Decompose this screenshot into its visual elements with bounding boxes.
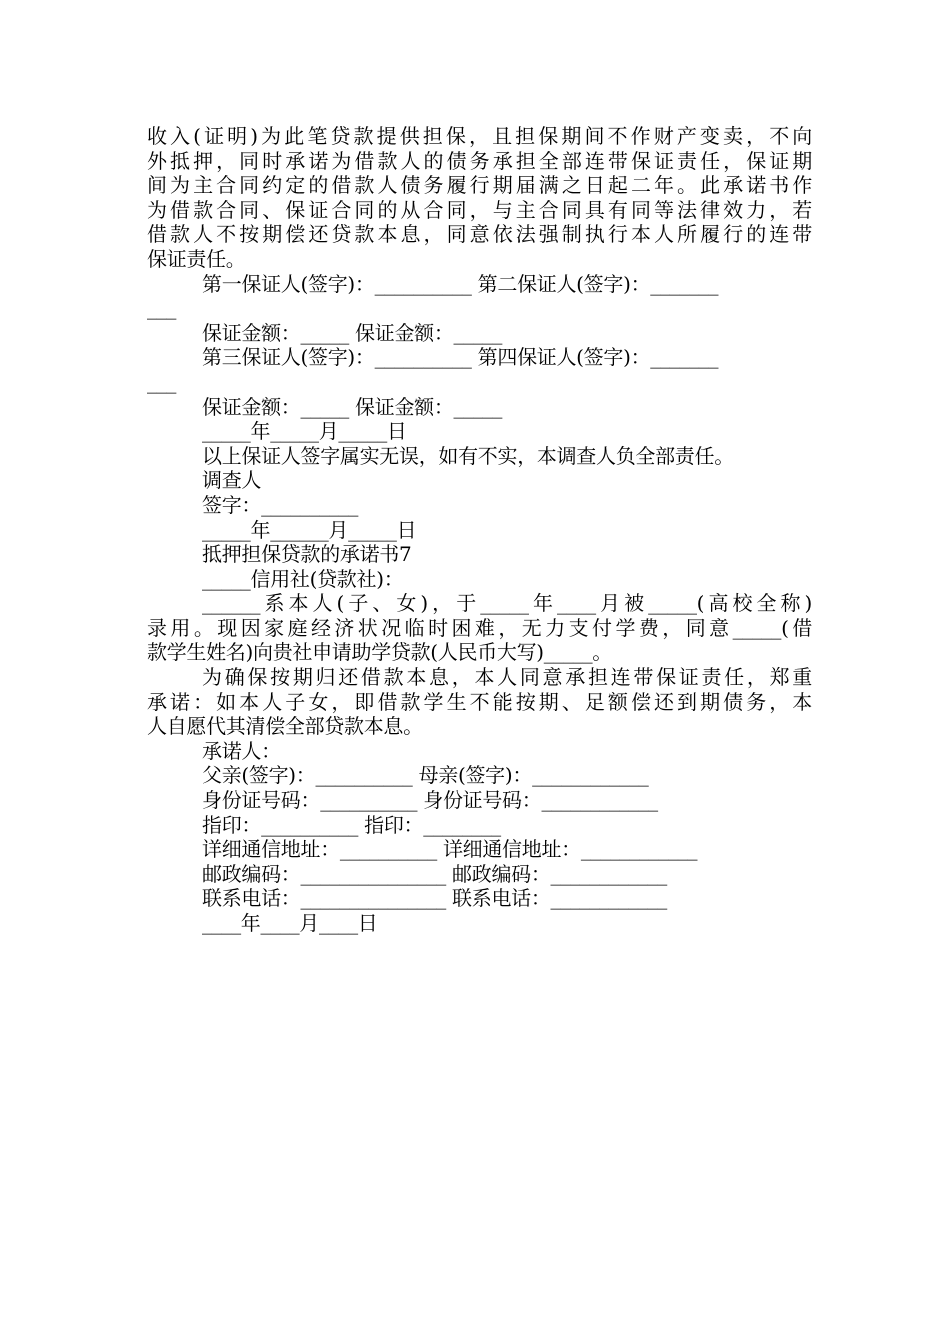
text-line: 为确保按期归还借款本息，本人同意承担连带保证责任，郑重 [202,665,812,690]
text-line: 录用。现因家庭经济状况临时困难，无力支付学费，同意_____(借 [147,615,812,640]
addressee-line: _____信用社(贷款社)： [202,566,404,591]
text-line-continuation: ___ [147,296,177,321]
id-number-line: 身份证号码：__________ 身份证号码：____________ [202,788,658,813]
date-line: _____年______月_____日 [202,517,417,542]
text-line: 承诺：如本人子女，即借款学生不能按期、足额偿还到期债务，本 [147,689,812,714]
promisor-label: 承诺人： [202,738,281,763]
date-line: ____年____月____日 [202,911,378,935]
section-title: 抵押担保贷款的承诺书7 [202,542,412,567]
document-body [147,124,812,936]
text-line: 借款人不按期偿还贷款本息，同意依法强制执行本人所履行的连带 [147,222,812,247]
text-line: 保证责任。 [147,246,246,271]
phone-line: 联系电话：_______________ 联系电话：____________ [202,886,667,911]
signature-line: 签字：__________ [202,492,359,517]
fingerprint-line: 指印：__________ 指印：________ [202,812,501,837]
text-line: ______系本人(子、女)，于_____年____月被_____(高校全称) [202,591,812,616]
text-line: 为借款合同、保证合同的从合同，与主合同具有同等法律效力，若 [147,197,812,222]
text-line: 收入(证明)为此笔贷款提供担保，且担保期间不作财产变卖，不向 [147,124,812,148]
address-line: 详细通信地址：__________ 详细通信地址：____________ [202,837,698,862]
postal-code-line: 邮政编码：_______________ 邮政编码：____________ [202,861,667,886]
investigator-label: 调查人 [202,468,262,493]
guarantee-amount-line: 保证金额：_____ 保证金额：_____ [202,320,503,345]
text-line: 款学生姓名)向贵社申请助学贷款(人民币大写)_____。 [147,640,613,665]
text-line-continuation: ___ [147,369,177,394]
text-line: 外抵押，同时承诺为借款人的债务承担全部连带保证责任，保证期 [147,148,812,173]
text-line: 人自愿代其清偿全部贷款本息。 [147,714,423,739]
investigator-statement: 以上保证人签字属实无误，如有不实，本调查人负全部责任。 [202,443,734,468]
guarantee-amount-line: 保证金额：_____ 保证金额：_____ [202,394,503,419]
parent-signature-line: 父亲(签字)：__________ 母亲(签字)：____________ [202,763,649,788]
text-line: 间为主合同约定的借款人债务履行期届满之日起二年。此承诺书作 [147,173,812,198]
guarantor-signature-line: 第一保证人(签字)：__________ 第二保证人(签字)：_______ [202,271,719,296]
date-line: _____年_____月_____日 [202,419,407,444]
guarantor-signature-line: 第三保证人(签字)：__________ 第四保证人(签字)：_______ [202,345,719,370]
